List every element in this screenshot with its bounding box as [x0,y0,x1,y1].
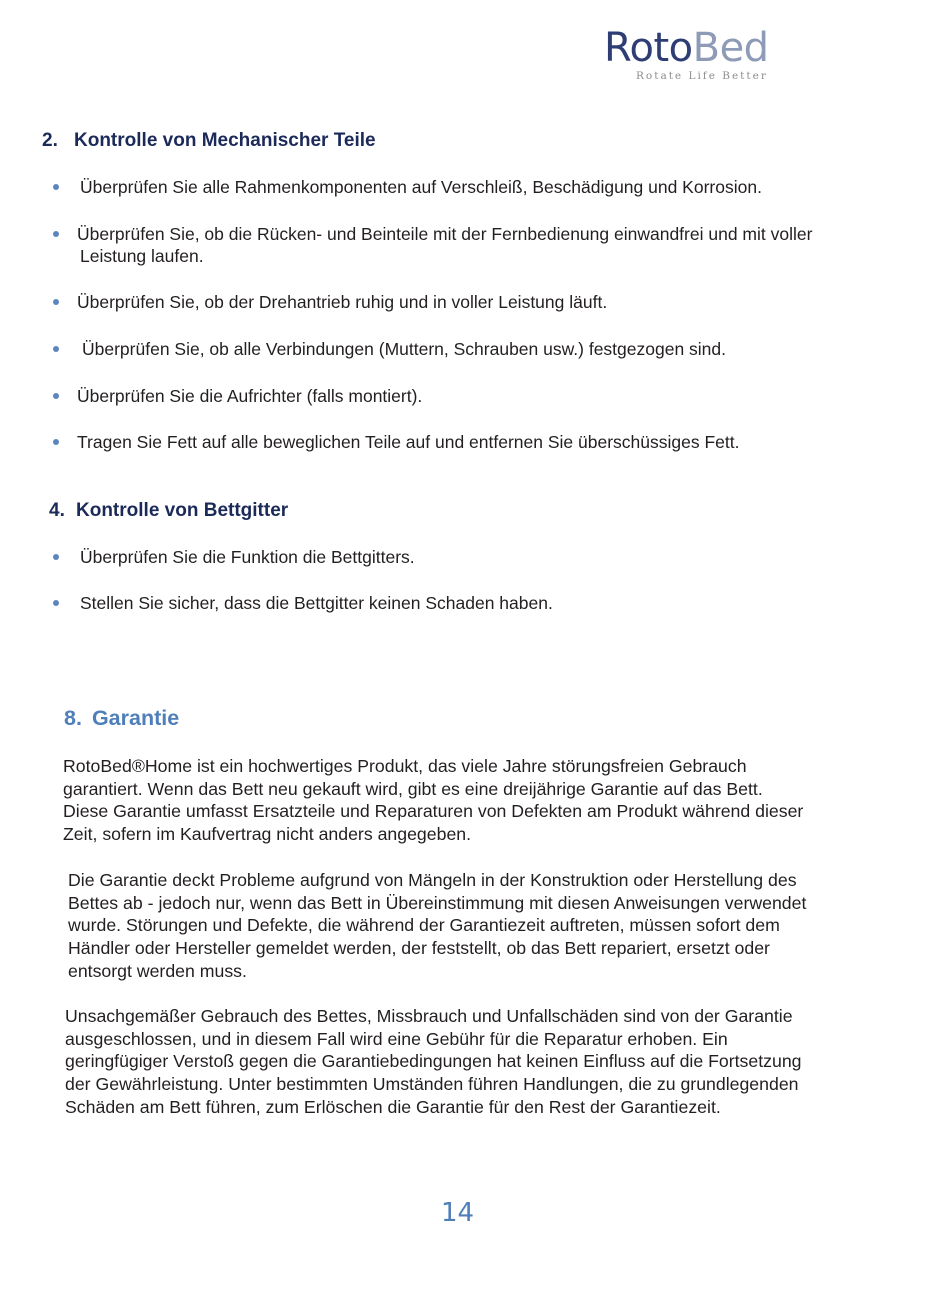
logo-wordmark-roto: Roto [604,25,693,71]
paragraph-line: Schäden am Bett führen, zum Erlöschen die Garantie für den Rest der Garantiezeit. [65,1096,721,1117]
paragraph-line: geringfügiger Verstoß gegen die Garantiebedingungen hat keinen Einfluss auf die Fortsetzung [65,1051,802,1072]
paragraph-line: Zeit, sofern im Kaufvertrag nicht anders angegeben. [63,824,472,845]
paragraph-line: wurde. Störungen und Defekte, die während der Garantiezeit auftreten, müssen sofort dem [68,915,780,936]
chapter-title: Garantie [91,706,180,730]
paragraph-line: RotoBed®Home ist ein hochwertiges Produkt, das viele Jahre störungsfreien Gebrauch [63,756,747,776]
warranty-paragraph [63,755,803,846]
section-heading-mechanical [42,130,376,152]
page-number: 14 [440,1198,475,1228]
logo-wordmark-bed: Bed [692,25,769,71]
list-item-text: Tragen Sie Fett auf alle beweglichen Teile auf und entfernen Sie überschüssiges Fett. [77,432,740,452]
paragraph-line: Die Garantie deckt Probleme aufgrund von Mängeln in der Konstruktion oder Herstellung des [68,870,797,890]
list-item-text: Überprüfen Sie die Funktion die Bettgitters. [80,547,415,567]
bullet-icon [53,554,59,560]
bullet-icon [53,439,59,445]
chapter-number: 8. [64,706,82,730]
list-item-text: Überprüfen Sie, ob die Rücken- und Beinteile mit der Fernbedienung einwandfrei und mit voller [77,224,813,244]
chapter-heading-warranty [64,705,179,731]
list-item-text: Überprüfen Sie, ob der Drehantrieb ruhig und in voller Leistung läuft. [77,292,608,312]
list-item-text-continuation: Leistung laufen. [80,246,204,266]
bullet-icon [53,346,59,352]
paragraph-line: garantiert. Wenn das Bett neu gekauft wird, gibt es eine dreijährige Garantie auf das Bett. [63,778,763,799]
paragraph-line: Diese Garantie umfasst Ersatzteile und Reparaturen von Defekten am Produkt während dieser [63,801,804,822]
bullet-icon [53,184,59,190]
paragraph-line: Händler oder Hersteller gemeldet werden, der feststellt, ob das Bett repariert, ersetzt oder [68,938,770,959]
warranty-paragraph [65,1005,802,1119]
section-number: 2. [42,130,58,151]
section-heading-bedrails [49,500,288,522]
paragraph-line: Bettes ab - jedoch nur, wenn das Bett in Übereinstimmung mit diesen Anweisungen verwendet [68,892,807,913]
logo-wordmark [604,26,804,70]
warranty-paragraph [68,869,806,983]
section-title: Kontrolle von Mechanischer Teile [74,130,376,151]
list-item-text: Stellen Sie sicher, dass die Bettgitter keinen Schaden haben. [80,593,553,613]
bullet-icon [53,299,59,305]
paragraph-line: ausgeschlossen, und in diesem Fall wird eine Gebühr für die Reparatur erhoben. Ein [65,1028,728,1049]
section-number: 4. [49,500,65,521]
paragraph-line: Unsachgemäßer Gebrauch des Bettes, Missbrauch und Unfallschäden sind von der Garantie [65,1006,793,1026]
logo-tagline: Rotate Life Better [636,70,768,82]
list-item-text: Überprüfen Sie, ob alle Verbindungen (Muttern, Schrauben usw.) festgezogen sind. [82,339,727,359]
paragraph-line: entsorgt werden muss. [68,960,247,981]
list-item-text: Überprüfen Sie die Aufrichter (falls montiert). [77,386,423,406]
list-item-text: Überprüfen Sie alle Rahmenkomponenten auf Verschleiß, Beschädigung und Korrosion. [80,177,762,197]
bullet-icon [53,393,59,399]
bullet-icon [53,600,59,606]
bullet-icon [53,231,59,237]
rotobed-logo [604,26,804,82]
paragraph-line: der Gewährleistung. Unter bestimmten Umständen führen Handlungen, die zu grundlegenden [65,1074,799,1095]
section-title: Kontrolle von Bettgitter [76,500,289,521]
